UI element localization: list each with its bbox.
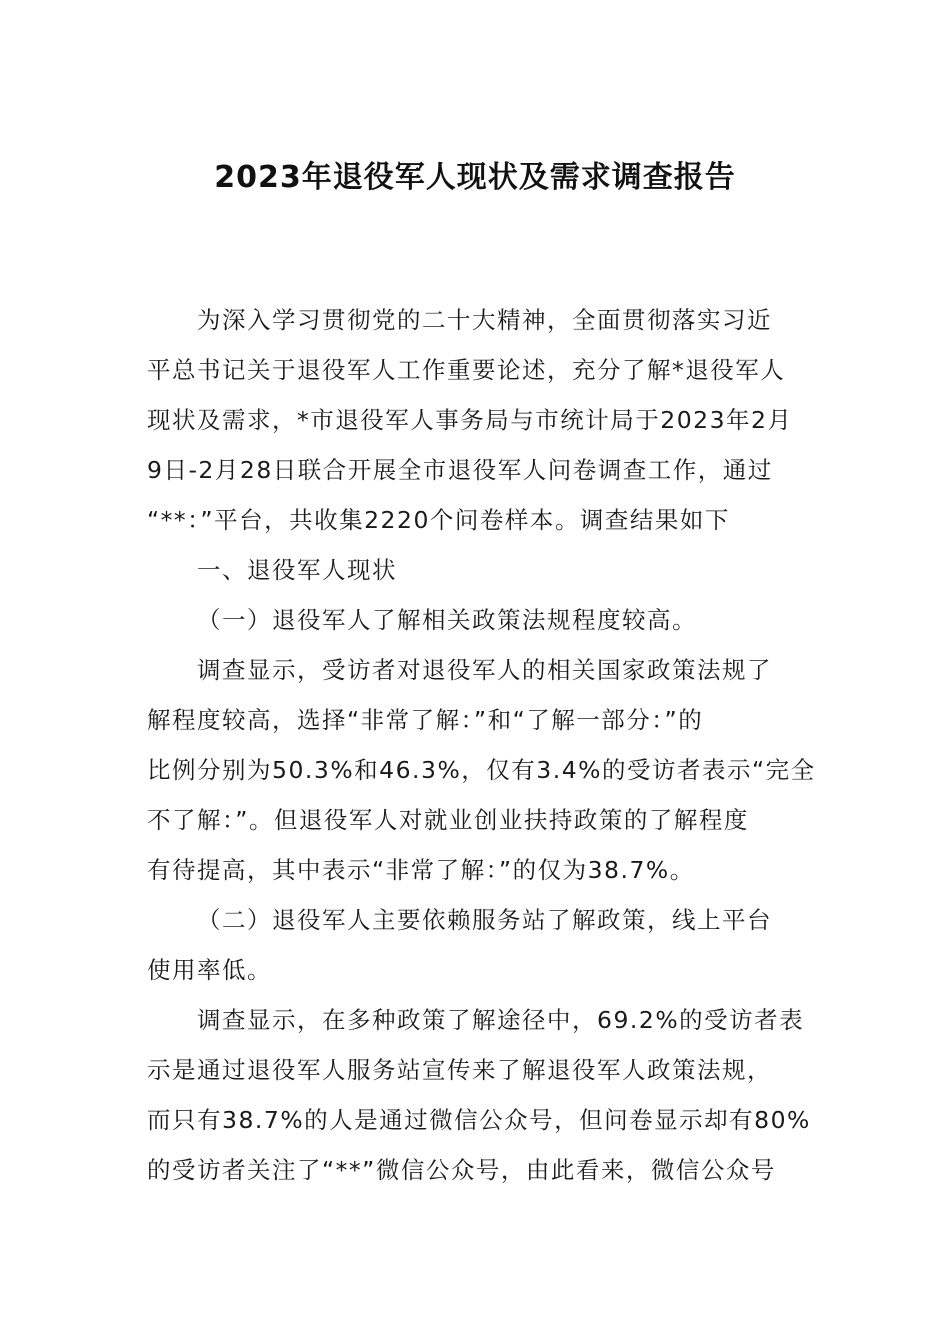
document-body [147, 295, 816, 1195]
intro-paragraph [147, 295, 807, 545]
subsection-2-paragraph [147, 995, 811, 1195]
text-line: 调查显示，在多种政策了解途径中，69.2%的受访者表 [197, 1006, 805, 1034]
text-line: 示是通过退役军人服务站宣传来了解退役军人政策法规， [147, 1056, 772, 1084]
text-line: 现状及需求，*市退役军人事务局与市统计局于2023年2月 [147, 406, 793, 434]
text-line: 有待提高，其中表示“非常了解：”的仅为38.7%。 [147, 856, 695, 884]
document-title: 2023年退役军人现状及需求调查报告 [214, 160, 736, 195]
section-heading: 一、退役军人现状 [197, 556, 397, 584]
text-line: “**：”平台，共收集2220个问卷样本。调查结果如下 [147, 506, 730, 534]
text-line: 9日-2月28日联合开展全市退役军人问卷调查工作，通过 [147, 456, 773, 484]
text-line: 解程度较高，选择“非常了解：”和“了解一部分：”的 [147, 706, 704, 734]
subsection-heading: （一）退役军人了解相关政策法规程度较高。 [197, 606, 697, 634]
text-line: 而只有38.7%的人是通过微信公众号，但问卷显示却有80% [147, 1106, 811, 1134]
subsection-1-paragraph [147, 645, 816, 895]
text-line: 平总书记关于退役军人工作重要论述，充分了解*退役军人 [147, 356, 786, 384]
text-line: 使用率低。 [147, 956, 272, 984]
text-line: 为深入学习贯彻党的二十大精神，全面贯彻落实习近 [197, 306, 772, 334]
text-line: 不了解：”。但退役军人对就业创业扶持政策的了解程度 [147, 806, 749, 834]
subsection-2-heading [147, 895, 807, 995]
text-line: 的受访者关注了“**”微信公众号，由此看来，微信公众号 [147, 1156, 776, 1184]
text-line: （二）退役军人主要依赖服务站了解政策，线上平台 [197, 906, 772, 934]
text-line: 调查显示，受访者对退役军人的相关国家政策法规了 [197, 656, 772, 684]
text-line: 比例分别为50.3%和46.3%，仅有3.4%的受访者表示“完全 [147, 756, 816, 784]
